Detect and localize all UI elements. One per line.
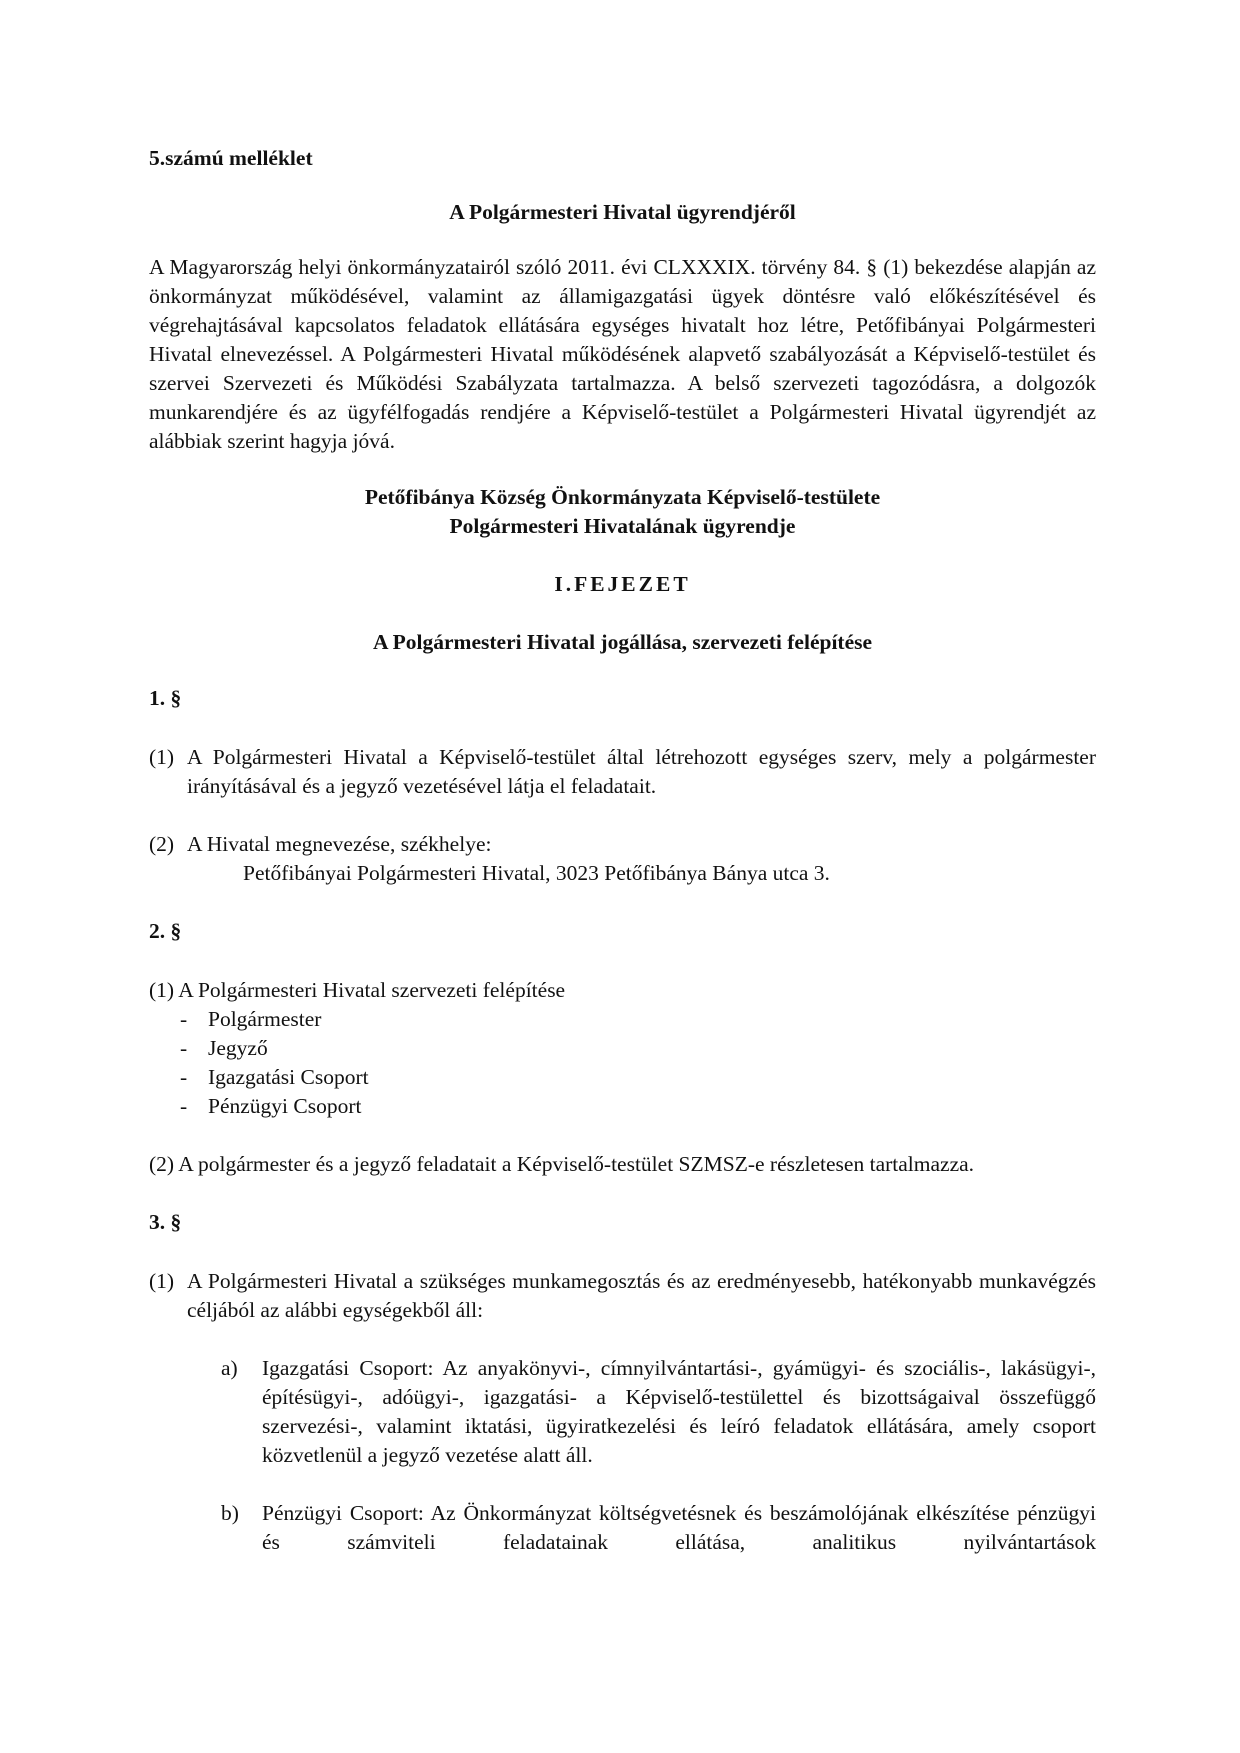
list-item: - Pénzügyi Csoport xyxy=(180,1092,1096,1121)
dash-bullet: - xyxy=(180,1065,188,1089)
item-text: Igazgatási Csoport: Az anyakönyvi-, címnyilvántartási-, gyámügyi- és szociális-, lakásügyi-, építésügyi-, adóügyi-, igazgatási- a Képviselő-testülettel és bizottságaival összefüggő szervezési-, valamint iktatási, ügyiratkezelési és leíró feladatok ellátására, amely csoport közvetlenül a jegyző vezetése alatt áll. xyxy=(262,1356,1096,1467)
section-heading-2: 2. § xyxy=(149,919,182,943)
dash-bullet: - xyxy=(180,1094,188,1118)
chapter-label: I.FEJEZET xyxy=(554,572,691,596)
item-letter: b) xyxy=(221,1501,239,1525)
dash-bullet: - xyxy=(180,1036,188,1060)
document-page xyxy=(149,144,1096,1586)
subtitle-block xyxy=(149,483,1096,541)
unit-item-b xyxy=(221,1499,1096,1557)
subtitle-line-2: Polgármesteri Hivatalának ügyrendje xyxy=(449,514,796,538)
chapter-title: A Polgármesteri Hivatal jogállása, szervezeti felépítése xyxy=(372,630,873,654)
unit-list xyxy=(149,1354,1096,1557)
paragraph-text: A Polgármesteri Hivatal a Képviselő-testület által létrehozott egységes szerv, mely a polgármester irányításával és a jegyző vezetésével látja el feladatait. xyxy=(187,745,1096,798)
subtitle-line-1: Petőfibánya Község Önkormányzata Képviselő-testülete xyxy=(364,485,881,509)
item-letter: a) xyxy=(221,1356,238,1380)
paragraph-number: (1) xyxy=(149,1269,175,1293)
paragraph-text: A Hivatal megnevezése, székhelye: xyxy=(187,832,492,856)
dash-bullet: - xyxy=(180,1007,188,1031)
list-item: - Igazgatási Csoport xyxy=(180,1063,1096,1092)
paragraph-text: A Polgármesteri Hivatal a szükséges munkamegosztás és az eredményesebb, hatékonyabb munkavégzés céljából az alábbi egységekből áll: xyxy=(187,1269,1096,1322)
paragraph-number: (2) xyxy=(149,832,175,856)
section-heading-1: 1. § xyxy=(149,686,182,710)
item-text: Pénzügyi Csoport: Az Önkormányzat költségvetésnek és beszámolójának elkészítése pénzügyi és számviteli feladatainak ellátása, analitikus nyilvántartások xyxy=(262,1501,1096,1554)
list-item: - Polgármester xyxy=(180,1005,1096,1034)
section-1-paragraph-2 xyxy=(149,830,1096,888)
document-title: A Polgármesteri Hivatal ügyrendjéről xyxy=(449,200,796,224)
paragraph-number: (1) xyxy=(149,745,175,769)
section-2-paragraph-1 xyxy=(149,976,1096,1121)
paragraph-text: (1) A Polgármesteri Hivatal szervezeti felépítése xyxy=(149,978,566,1002)
section-3-paragraph-1 xyxy=(149,1267,1096,1325)
section-2-paragraph-2: (2) A polgármester és a jegyző feladatait a Képviselő-testület SZMSZ-e részletesen tartalmazza. xyxy=(149,1152,975,1176)
section-1-paragraph-1 xyxy=(149,743,1096,801)
annex-label: 5.számú melléklet xyxy=(149,146,313,170)
unit-item-a xyxy=(221,1354,1096,1470)
office-address: Petőfibányai Polgármesteri Hivatal, 3023 Petőfibánya Bánya utca 3. xyxy=(243,861,830,885)
org-structure-list xyxy=(149,1005,1096,1121)
list-item: - Jegyző xyxy=(180,1034,1096,1063)
intro-paragraph: A Magyarország helyi önkormányzatairól szóló 2011. évi CLXXXIX. törvény 84. § (1) bekezdése alapján az önkormányzat működésével, valamint az államigazgatási ügyek döntésre való előkészítésével és végrehajtásával kapcsolatos feladatok ellátására egységes hivatalt hoz létre, Petőfibányai Polgármesteri Hivatal elnevezéssel. A Polgármesteri Hivatal működésének alapvető szabályozását a Képviselő-testület és szervei Szervezeti és Működési Szabályzata tartalmazza. A belső szervezeti tagozódásra, a dolgozók munkarendjére és az ügyfélfogadás rendjére a Képviselő-testület a Polgármesteri Hivatal ügyrendjét az alábbiak szerint hagyja jóvá. xyxy=(149,255,1096,453)
section-heading-3: 3. § xyxy=(149,1210,182,1234)
